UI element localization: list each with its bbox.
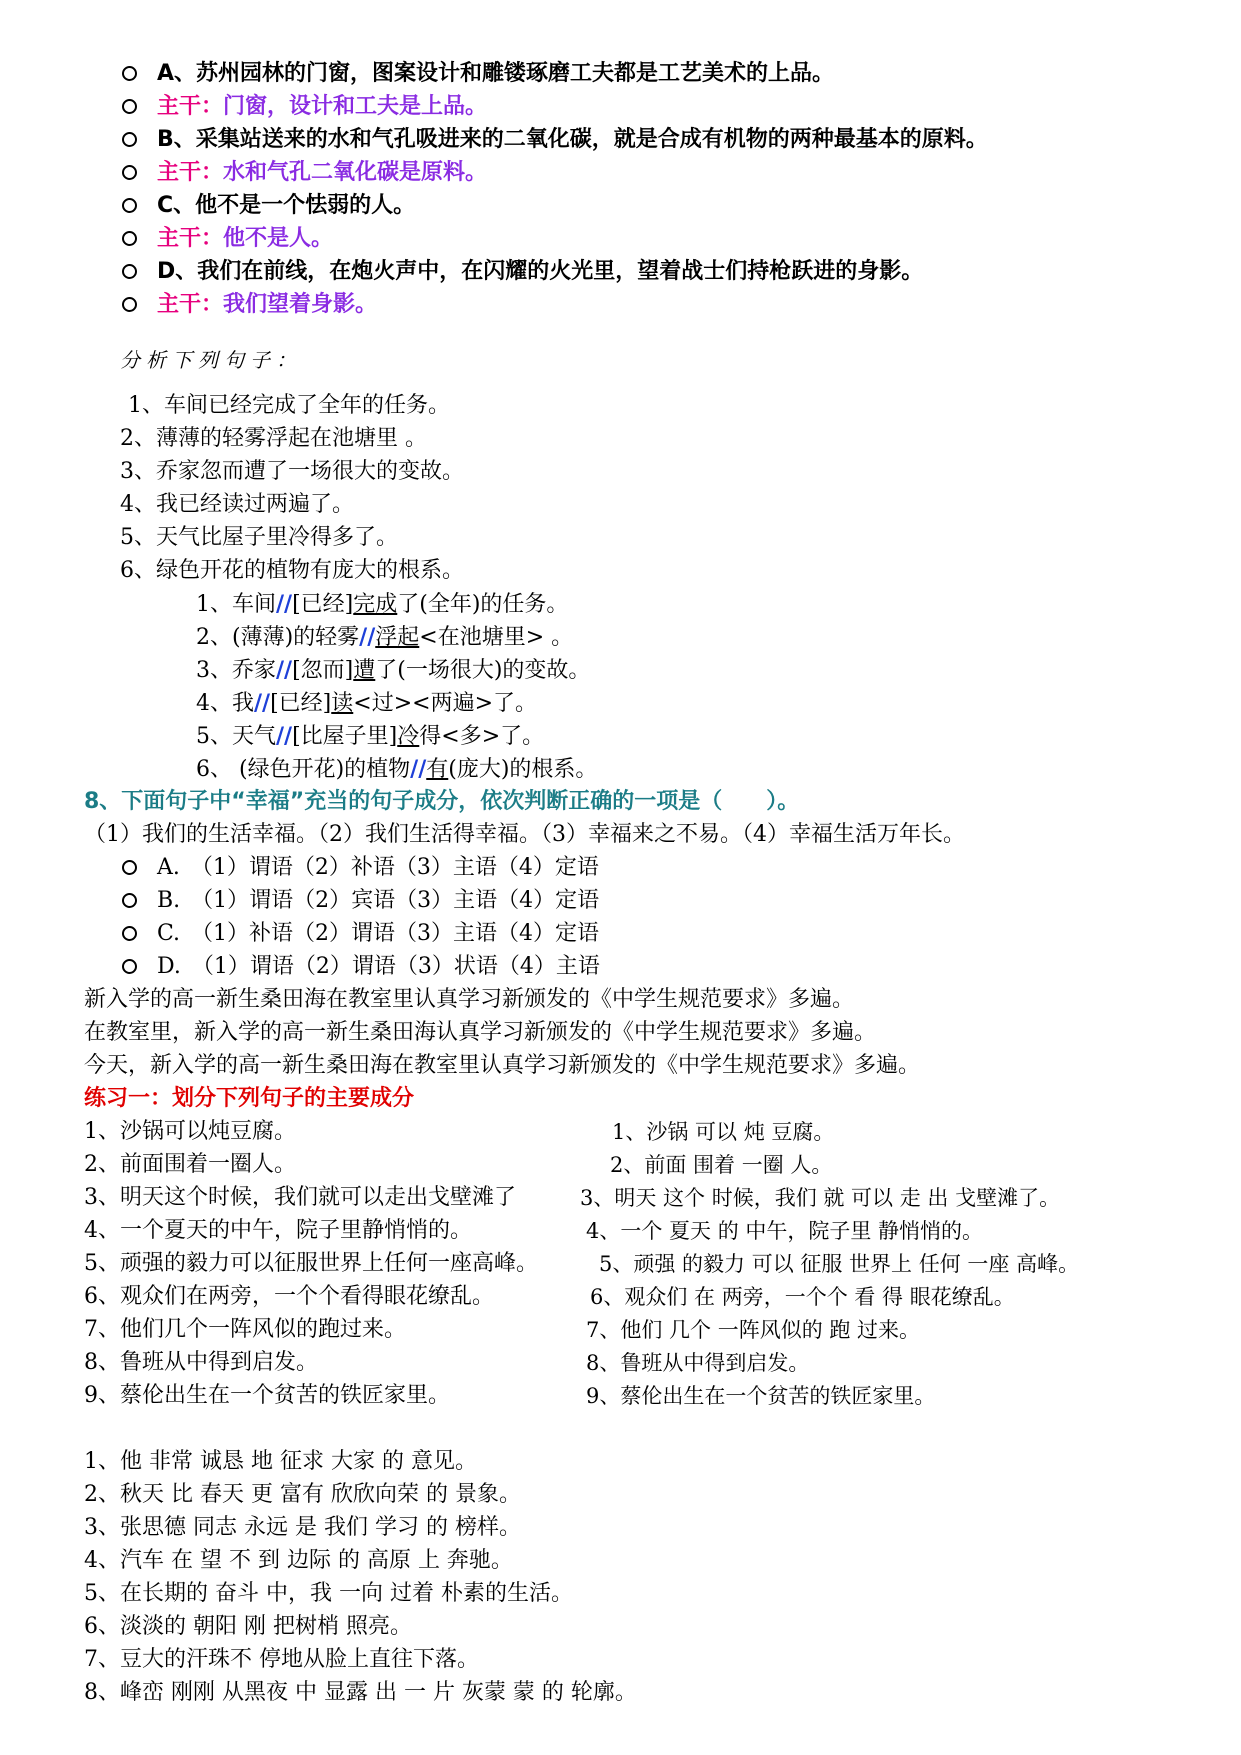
exercise-1-segmented: 2、前面 围着 一圈 人。 (610, 1153, 833, 1177)
bullet-item-trunk: 主干：门窗，设计和工夫是上品。 (122, 91, 487, 123)
analysis-line: 6、 (绿色开花)的植物//有(庞大)的根系。 (196, 756, 598, 782)
sentence-item: 6、绿色开花的植物有庞大的根系。 (120, 558, 464, 583)
question-8-stem: （1）我们的生活幸福。（2）我们生活得幸福。（3）幸福来之不易。（4）幸福生活万年长。 (84, 822, 965, 847)
example-sentence: 新入学的高一新生桑田海在教室里认真学习新颁发的《中学生规范要求》多遍。 (84, 987, 855, 1012)
exercise-1-sentence: 2、前面围着一圈人。 (84, 1152, 296, 1177)
answer-option-c: C. （1）补语（2）谓语（3）主语（4）定语 (122, 918, 599, 950)
circle-bullet-icon (122, 860, 137, 875)
exercise-1-segmented: 7、他们 几个 一阵风似的 跑 过来。 (586, 1318, 921, 1342)
analyze-title: 分析下列句子： (120, 348, 302, 372)
circle-bullet-icon (122, 959, 137, 974)
sentence-item: 3、乔家忽而遭了一场很大的变故。 (120, 459, 464, 484)
exercise-1-segmented: 3、明天 这个 时候，我们 就 可以 走 出 戈壁滩了。 (580, 1186, 1061, 1210)
analysis-line: 4、我//[已经]读<过><两遍>了。 (196, 690, 538, 716)
exercise-1-segmented: 8、鲁班从中得到启发。 (586, 1351, 810, 1375)
exercise-1-segmented: 1、沙锅 可以 炖 豆腐。 (612, 1120, 835, 1144)
bullet-item: C、他不是一个怯弱的人。 (122, 190, 415, 222)
exercise-1-sentence: 9、蔡伦出生在一个贫苦的铁匠家里。 (84, 1383, 450, 1408)
analysis-line: 3、乔家//[忽而]遭了(一场很大)的变故。 (196, 657, 591, 683)
exercise-1-sentence: 3、明天这个时候，我们就可以走出戈壁滩了 (84, 1185, 516, 1210)
circle-bullet-icon (122, 297, 137, 312)
circle-bullet-icon (122, 198, 137, 213)
exercise-2-sentence: 1、他 非常 诚恳 地 征求 大家 的 意见。 (84, 1449, 477, 1474)
answer-option-b: B. （1）谓语（2）宾语（3）主语（4）定语 (122, 885, 599, 917)
exercise-1-segmented: 4、一个 夏天 的 中午，院子里 静悄悄的。 (586, 1219, 984, 1243)
subject-predicate-divider: // (276, 657, 293, 683)
subject-predicate-divider: // (276, 723, 293, 749)
subject-predicate-divider: // (359, 624, 376, 650)
example-sentence: 在教室里，新入学的高一新生桑田海认真学习新颁发的《中学生规范要求》多遍。 (84, 1020, 877, 1045)
answer-option-a: A. （1）谓语（2）补语（3）主语（4）定语 (122, 852, 599, 884)
circle-bullet-icon (122, 893, 137, 908)
sentence-item: 4、我已经读过两遍了。 (120, 492, 354, 517)
subject-predicate-divider: // (410, 756, 427, 782)
bullet-item-trunk: 主干：他不是人。 (122, 223, 333, 255)
exercise-2-sentence: 3、张思德 同志 永远 是 我们 学习 的 榜样。 (84, 1515, 521, 1540)
exercise-1-sentence: 5、顽强的毅力可以征服世界上任何一座高峰。 (84, 1251, 538, 1276)
exercise-2-sentence: 7、豆大的汗珠不 停地从脸上直往下落。 (84, 1647, 479, 1672)
subject-predicate-divider: // (254, 690, 271, 716)
question-8-title: 8、下面句子中“幸福”充当的句子成分，依次判断正确的一项是（ ）。 (84, 789, 800, 814)
analysis-line: 1、车间//[已经]完成了(全年)的任务。 (196, 591, 569, 617)
exercise-1-title: 练习一：划分下列句子的主要成分 (84, 1086, 415, 1111)
exercise-1-sentence: 4、一个夏天的中午，院子里静悄悄的。 (84, 1218, 472, 1243)
exercise-1-segmented: 5、顽强 的毅力 可以 征服 世界上 任何 一座 高峰。 (599, 1252, 1080, 1276)
sentence-item: 1、车间已经完成了全年的任务。 (128, 393, 450, 418)
exercise-2-sentence: 4、汽车 在 望 不 到 边际 的 高原 上 奔驰。 (84, 1548, 513, 1573)
analysis-line: 2、(薄薄)的轻雾//浮起<在池塘里> 。 (196, 624, 574, 650)
exercise-2-sentence: 8、峰峦 刚刚 从黑夜 中 显露 出 一 片 灰蒙 蒙 的 轮廓。 (84, 1680, 637, 1705)
circle-bullet-icon (122, 99, 137, 114)
circle-bullet-icon (122, 231, 137, 246)
circle-bullet-icon (122, 926, 137, 941)
exercise-1-sentence: 7、他们几个一阵风似的跑过来。 (84, 1317, 406, 1342)
exercise-2-sentence: 5、在长期的 奋斗 中，我 一向 过着 朴素的生活。 (84, 1581, 573, 1606)
analysis-line: 5、天气//[比屋子里]冷得<多>了。 (196, 723, 545, 749)
subject-predicate-divider: // (276, 591, 293, 617)
exercise-2-sentence: 2、秋天 比 春天 更 富有 欣欣向荣 的 景象。 (84, 1482, 521, 1507)
bullet-item-trunk: 主干：我们望着身影。 (122, 289, 377, 321)
exercise-1-sentence: 1、沙锅可以炖豆腐。 (84, 1119, 296, 1144)
circle-bullet-icon (122, 66, 137, 81)
sentence-item: 2、薄薄的轻雾浮起在池塘里 。 (120, 426, 427, 451)
exercise-2-sentence: 6、淡淡的 朝阳 刚 把树梢 照亮。 (84, 1614, 412, 1639)
bullet-item-trunk: 主干：水和气孔二氧化碳是原料。 (122, 157, 487, 189)
circle-bullet-icon (122, 264, 137, 279)
exercise-1-segmented: 9、蔡伦出生在一个贫苦的铁匠家里。 (586, 1384, 936, 1408)
exercise-1-segmented: 6、观众们 在 两旁，一个个 看 得 眼花缭乱。 (590, 1285, 1015, 1309)
circle-bullet-icon (122, 165, 137, 180)
circle-bullet-icon (122, 132, 137, 147)
example-sentence: 今天，新入学的高一新生桑田海在教室里认真学习新颁发的《中学生规范要求》多遍。 (84, 1053, 921, 1078)
bullet-item: D、我们在前线，在炮火声中，在闪耀的火光里，望着战士们持枪跃进的身影。 (122, 256, 923, 288)
exercise-1-sentence: 8、鲁班从中得到启发。 (84, 1350, 318, 1375)
sentence-item: 5、天气比屋子里冷得多了。 (120, 525, 398, 550)
bullet-item: B、采集站送来的水和气孔吸进来的二氧化碳，就是合成有机物的两种最基本的原料。 (122, 124, 988, 156)
answer-option-d: D. （1）谓语（2）谓语（3）状语（4）主语 (122, 951, 600, 983)
exercise-1-sentence: 6、观众们在两旁，一个个看得眼花缭乱。 (84, 1284, 494, 1309)
bullet-item: A、苏州园林的门窗，图案设计和雕镂琢磨工夫都是工艺美术的上品。 (122, 58, 834, 90)
